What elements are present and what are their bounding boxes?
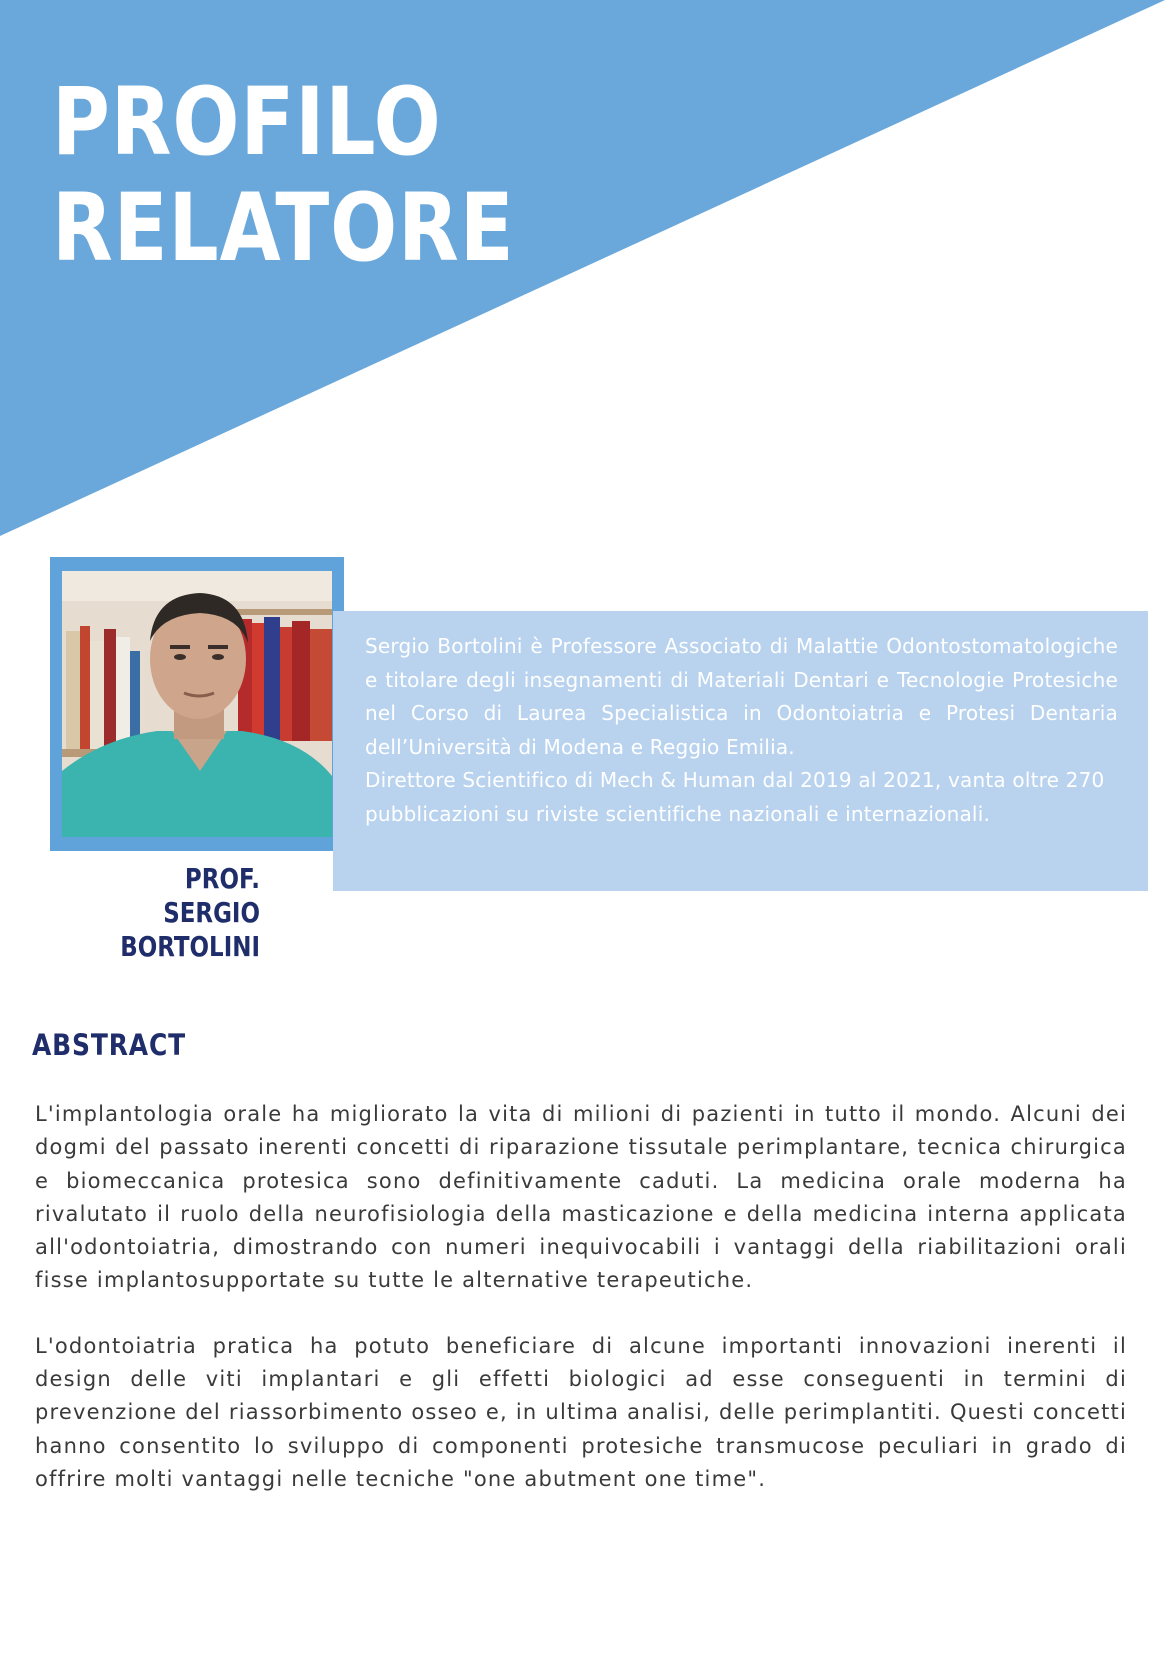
speaker-bio-paragraph-1: Sergio Bortolini è Professore Associato di Malattie Odontostomatologiche e titolare degli insegnamenti di Materiali Dentari e Tecnologie Protesiche nel Corso di Laurea Specialistica in Odontoiatria e Protesi Dentaria dell’Università di Modena e Reggio Emilia. [365,634,1118,759]
abstract-paragraph-2: L'odontoiatria pratica ha potuto beneficiare di alcune importanti innovazioni inerenti il design delle viti implantari e gli effetti biologici ad esse conseguenti in termini di prevenzione del riassorbimento osseo e, in ultima analisi, delle perimplantiti. Questi concetti hanno consentito lo sviluppo di componenti protesiche transmucose peculiari in grado di offrire molti vantaggi nelle tecniche "one abutment one time". [35,1333,1127,1491]
page-title [52,70,514,282]
speaker-bio-box [333,611,1148,891]
speaker-photo-frame [50,557,344,851]
title-line-2: RELATORE [52,174,515,283]
title-line-1: PROFILO [52,68,442,177]
portrait-photo-icon [62,571,332,837]
speaker-name-line-1: PROF. SERGIO [163,862,260,929]
speaker-name [96,862,260,964]
abstract-body [35,1098,1127,1528]
abstract-heading: ABSTRACT [32,1028,186,1062]
speaker-bio-paragraph-2: Direttore Scientifico di Mech & Human dal 2019 al 2021, vanta oltre 270 pubblicazioni su riviste scientifiche nazionali e internazionali. [365,768,1105,826]
abstract-paragraph-1: L'implantologia orale ha migliorato la vita di milioni di pazienti in tutto il mondo. Alcuni dei dogmi del passato inerenti concetti di riparazione tissutale perimplantare, tecnica chirurgica e biomeccanica protesica sono definitivamente caduti. La medicina orale moderna ha rivalutato il ruolo della neurofisiologia della masticazione e della medicina interna applicata all'odontoiatria, dimostrando con numeri inequivocabili i vantaggi della riabilitazioni orali fisse implantosupportate su tutte le alternative terapeutiche. [35,1102,1127,1293]
speaker-name-line-2: BORTOLINI [120,930,260,963]
speaker-photo [62,571,332,837]
